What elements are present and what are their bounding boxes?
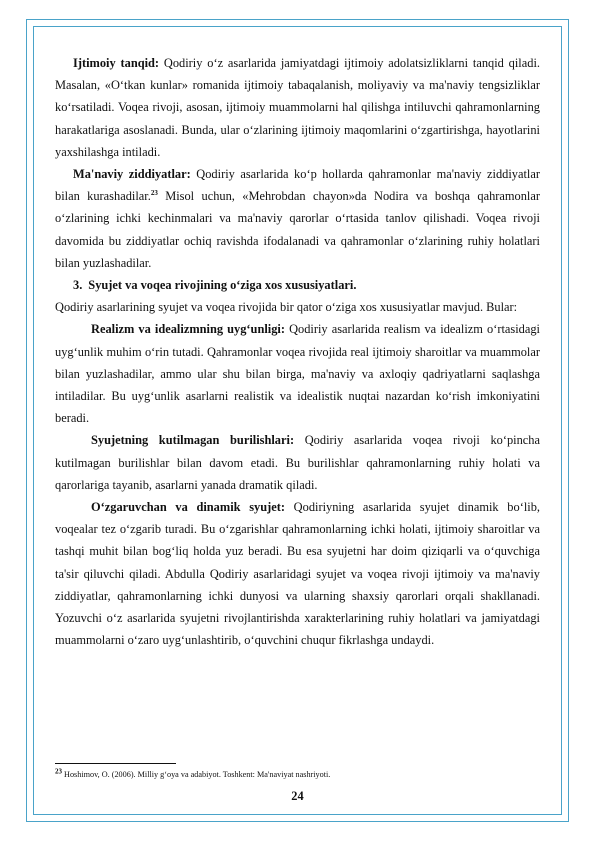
paragraph-text: Misol uchun, «Mehrobdan chayon»da Nodira va boshqa qahramonlar o‘zlarining ichki kechinmalari va ma'naviy qarorlar o‘rtasida tanlov qilishadi. Voqea rivoji davomida bu ziddiyatlar ochiq ravishda ifodalanadi va qahramonlar o‘zlarining ruhiy holatlari bilan yuzlashadilar.: [55, 189, 540, 270]
footnote-separator: [55, 763, 176, 764]
paragraph-dynamic-plot: [55, 496, 540, 651]
paragraph-text: Qodiriy asarlarida realism va idealizm o‘rtasidagi uyg‘unlik muhim o‘rin tutadi. Qahramonlar voqea rivojida real ijtimoiy sharoitlar va muammolar bilan yuzlashadilar, ammo ular shu bilan birga, ma'naviy va axloqiy qadriyatlarni saqlashga intiladilar. Bu uyg‘unlik asarlarni realistik va idealistik nuqtai nazardan ko‘rish imkoniyatini beradi.: [55, 322, 540, 426]
section-title: Syujet va voqea rivojining o‘ziga xos xususiyatlari.: [88, 278, 357, 293]
paragraph-lead: Realizm va idealizmning uyg‘unligi:: [91, 322, 285, 337]
section-heading: [55, 274, 540, 296]
page-number: 24: [291, 789, 304, 803]
paragraph-intro: Qodiriy asarlarining syujet va voqea rivojida bir qator o‘ziga xos xususiyatlar mavjud. Bular:: [55, 300, 518, 315]
paragraph-text: Qodiriyning asarlarida syujet dinamik bo‘lib, voqealar tez o‘zgarib turadi. Bu o‘zgarishlar qahramonlarning ichki holati, ijtimoiy sharoitlar va tashqi muhit bilan bog‘liq holda yuz beradi. Bu esa syujetni har doim qiziqarli va o‘quvchiga ta'sir qiluvchi qiladi. Abdulla Qodiriy asarlaridagi syujet va voqea rivoji ijtimoiy va ma'naviy ziddiyatlar, qahramonlarning ichki dunyosi va ularning shaxsiy qarorlari orqali shakllanadi. Yozuvchi o‘z asarlarida syujetni rivojlantirishda xarakterlarining ruhiy holatlari va jamiyatdagi muammolarni o‘zaro uyg‘unlashtirib, o‘quvchini chuqur fikrlashga undaydi.: [55, 500, 540, 648]
paragraph-text: Qodiriy asarlarida ko‘p hollarda qahramonlar ma'naviy ziddiyatlar bilan kurashadilar.: [55, 167, 540, 204]
section-number: 3.: [73, 278, 83, 293]
paragraph-realism-idealism: [55, 318, 540, 429]
paragraph-unexpected-turns: [55, 429, 540, 496]
page-body: [55, 52, 540, 651]
paragraph-lead: Ma'naviy ziddiyatlar:: [73, 167, 191, 182]
paragraph-social-critique: [55, 52, 540, 163]
paragraph-spiritual-conflicts: [55, 163, 540, 274]
paragraph-text: Qodiriy o‘z asarlarida jamiyatdagi ijtimoiy adolatsizliklarni tanqid qiladi. Masalan, «O‘tkan kunlar» romanida ijtimoiy tabaqalanish, moliyaviy va ma'naviy tengsizliklar ko‘rsatiladi. Voqea rivoji, asosan, ijtimoiy muammolarni hal qilishga intiluvchi qahramonlarning harakatlariga asoslanadi. Bunda, ular o‘zlarining ijtimoiy maqomlarini o‘zgartirishga, hayotlarini yaxshilashga intiladi.: [55, 56, 540, 159]
footnote-text: Hoshimov, O. (2006). Milliy g‘oya va adabiyot. Toshkent: Ma'naviyat nashriyoti.: [62, 770, 331, 779]
footnote-number: 23: [55, 767, 62, 776]
paragraph-lead: Ijtimoiy tanqid:: [73, 56, 160, 70]
paragraph-lead: Syujetning kutilmagan burilishlari:: [91, 433, 295, 448]
paragraph-text: Qodiriy asarlarida voqea rivoji ko‘pincha kutilmagan burilishlar bilan davom etadi. Bu burilishlar qahramonlarning ruhiy holati va qarorlariga tayanib, asarlarni yanada dramatik qiladi.: [55, 433, 540, 492]
footnote-reference[interactable]: 23: [150, 189, 158, 198]
paragraph-lead: O‘zgaruvchan va dinamik syujet:: [91, 500, 285, 515]
footnote: [55, 767, 540, 780]
